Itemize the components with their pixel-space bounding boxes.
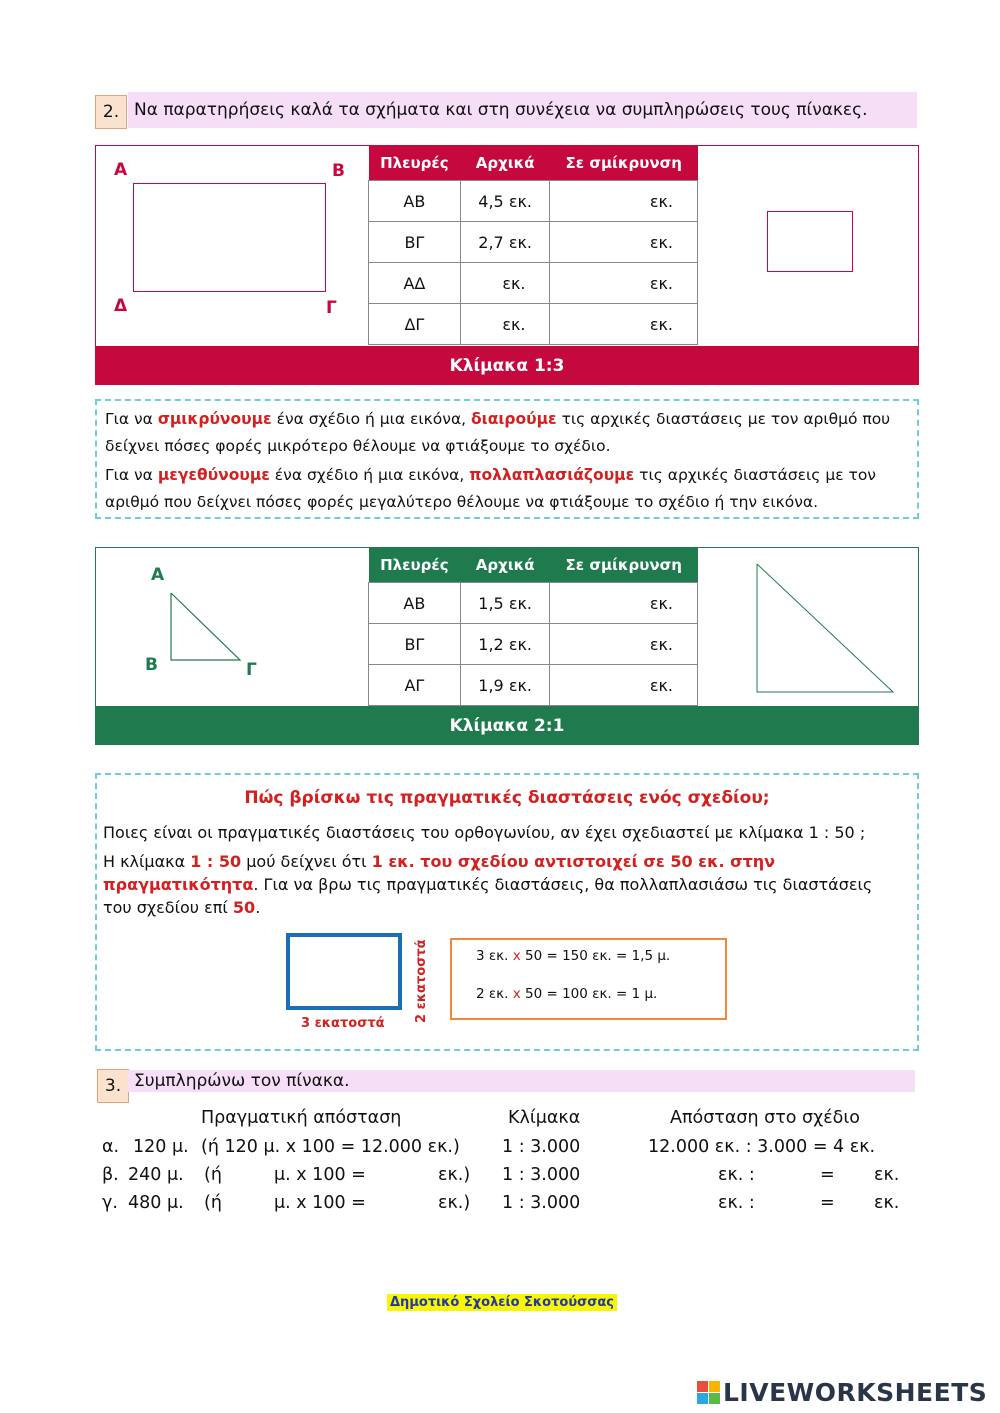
original-triangle	[150, 585, 250, 665]
text: Για να	[105, 466, 158, 484]
calculation-box	[450, 938, 727, 1020]
original-rectangle	[133, 183, 326, 292]
multiplier: 50	[232, 898, 256, 917]
side-cell: ΑΔ	[369, 263, 461, 304]
scale-bar-2-1: Κλίμακα 2:1	[95, 707, 919, 745]
info-title: Πώς βρίσκω τις πραγματικές διαστάσεις ενός σχεδίου;	[244, 788, 770, 808]
side-cell: ΑΒ	[369, 181, 461, 222]
drawing-input-1[interactable]: εκ. :	[718, 1165, 755, 1185]
drawing-input-1[interactable]: εκ. :	[718, 1193, 755, 1213]
text: ένα σχέδιο ή μια εικόνα,	[271, 410, 472, 428]
original-cell: 2,7 εκ.	[460, 222, 550, 263]
side-cell: ΒΓ	[369, 624, 461, 665]
reduced-rectangle	[767, 211, 853, 272]
logo-blocks-icon	[697, 1381, 720, 1404]
brand-text: LIVEWORKSHEETS	[723, 1378, 988, 1407]
original-cell: 1,5 εκ.	[460, 583, 550, 624]
original-cell: 1,2 εκ.	[460, 624, 550, 665]
scale: 1 : 3.000	[502, 1137, 581, 1157]
original-cell: 1,9 εκ.	[460, 665, 550, 706]
row-label: γ.	[102, 1193, 118, 1213]
table-row	[369, 181, 698, 222]
school-name: Δημοτικό Σχολείο Σκοτούσσας	[387, 1294, 617, 1311]
reduced-input-cell[interactable]: εκ.	[550, 263, 698, 304]
header-original: Αρχικά	[475, 154, 535, 172]
header-drawing-distance: Απόσταση στο σχέδιο	[670, 1108, 861, 1128]
triangle-dimensions-table	[368, 548, 698, 706]
header-sides: Πλευρές	[380, 154, 449, 172]
side-cell: ΔΓ	[369, 304, 461, 345]
original-input-cell[interactable]: εκ.	[460, 304, 550, 345]
text: ένα σχέδιο ή μια εικόνα,	[269, 466, 470, 484]
row-label: α.	[102, 1137, 120, 1157]
drawing-result[interactable]: εκ.	[874, 1165, 900, 1185]
calc-width	[476, 948, 670, 964]
calc-height	[476, 986, 657, 1002]
keyword-divide: διαιρούμε	[471, 410, 557, 428]
question-number-2: 2.	[95, 95, 127, 129]
header-original: Αρχικά	[475, 556, 535, 574]
text: τις αρχικές διαστάσεις με τον αριθμό που δείχνει πόσες φορές μεγαλύτερο θέλουμε να φτιάξουμε το σχέδιο ή την εικόνα.	[105, 466, 876, 511]
header-reduced: Σε σμίκρυνση	[565, 154, 682, 172]
scale: 1 : 3.000	[502, 1165, 581, 1185]
info-box-scaling	[95, 399, 919, 519]
reduce-rule	[105, 406, 909, 460]
conversion-end[interactable]: εκ.)	[438, 1193, 471, 1213]
text: Η κλίμακα	[103, 852, 191, 871]
question-3-instruction: Συμπληρώνω τον πίνακα.	[128, 1070, 915, 1092]
text: .	[255, 898, 261, 917]
multiply-sign: x	[512, 986, 521, 1002]
conversion-mid[interactable]: μ. x 100 =	[274, 1165, 366, 1185]
reduced-input-cell[interactable]: εκ.	[550, 665, 698, 706]
table-row	[369, 665, 698, 706]
row-label: β.	[102, 1165, 119, 1185]
scale-bar-1-3: Κλίμακα 1:3	[95, 347, 919, 385]
original-cell: 4,5 εκ.	[460, 181, 550, 222]
example-rectangle	[286, 933, 402, 1010]
side-cell: ΑΓ	[369, 665, 461, 706]
drawing-result[interactable]: εκ.	[874, 1193, 900, 1213]
table-row	[369, 222, 698, 263]
conversion-mid[interactable]: μ. x 100 =	[274, 1193, 366, 1213]
text: μού δείχνει ότι	[241, 852, 372, 871]
drawing-distance: 12.000 εκ. : 3.000 = 4 εκ.	[648, 1137, 876, 1157]
conversion-open: (ή	[204, 1193, 222, 1213]
text: 2 εκ.	[476, 986, 513, 1002]
text: Για να	[105, 410, 158, 428]
vertex-b-label: Β	[332, 161, 345, 181]
scaled-triangle	[750, 558, 900, 698]
header-real-distance: Πραγματική απόσταση	[201, 1108, 402, 1128]
table-row	[369, 583, 698, 624]
example-question: Ποιες είναι οι πραγματικές διαστάσεις του ορθογωνίου, αν έχει σχεδιαστεί με κλίμακα 1 : 50 ;	[103, 823, 866, 842]
height-label: 2 εκατοστά	[414, 939, 429, 1023]
table-row	[369, 624, 698, 665]
reduced-input-cell[interactable]: εκ.	[550, 181, 698, 222]
header-reduced: Σε σμίκρυνση	[565, 556, 682, 574]
rectangle-dimensions-table	[368, 146, 698, 345]
liveworksheets-logo[interactable]	[697, 1378, 987, 1407]
vertex-d-label: Δ	[114, 296, 128, 316]
side-cell: ΒΓ	[369, 222, 461, 263]
reduced-input-cell[interactable]: εκ.	[550, 222, 698, 263]
header-scale: Κλίμακα	[508, 1108, 581, 1128]
reduced-input-cell[interactable]: εκ.	[550, 624, 698, 665]
enlarge-rule	[105, 462, 909, 516]
vertex-a-label: Α	[114, 160, 128, 180]
vertex-a-label: Α	[151, 565, 165, 585]
multiply-sign: x	[512, 948, 521, 964]
keyword-reduce: σμικρύνουμε	[157, 410, 272, 428]
table-row	[369, 304, 698, 345]
width-label: 3 εκατοστά	[301, 1016, 385, 1031]
text: . Για να βρω τις πραγματικές διαστάσεις, θα πολλαπλασιάσω τις διαστάσεις του σχεδίου επί	[103, 875, 873, 917]
keyword-enlarge: μεγεθύνουμε	[157, 466, 270, 484]
question-2-instruction: Να παρατηρήσεις καλά τα σχήματα και στη συνέχεια να συμπληρώσεις τους πίνακες.	[128, 92, 917, 128]
real-distance: 480 μ.	[128, 1193, 184, 1213]
reduced-input-cell[interactable]: εκ.	[550, 304, 698, 345]
table-row	[369, 263, 698, 304]
header-sides: Πλευρές	[380, 556, 449, 574]
equals-sign: =	[820, 1165, 835, 1185]
scale-value: 1 : 50	[190, 852, 242, 871]
reduced-input-cell[interactable]: εκ.	[550, 583, 698, 624]
text: τις αρχικές διαστάσεις με τον αριθμό που δείχνει πόσες φορές μικρότερο θέλουμε να φτιάξουμε το σχέδιο.	[105, 410, 891, 455]
real-distance: 240 μ.	[128, 1165, 184, 1185]
original-input-cell[interactable]: εκ.	[460, 263, 550, 304]
equals-sign: =	[820, 1193, 835, 1213]
example-explanation	[103, 850, 903, 919]
scale-meaning: 1 εκ. του σχεδίου αντιστοιχεί σε 50 εκ. στην πραγματικότητα	[103, 852, 776, 894]
text: 50 = 150 εκ. = 1,5 μ.	[520, 948, 671, 964]
vertex-b-label: Β	[145, 655, 158, 675]
vertex-g-label: Γ	[246, 660, 257, 680]
side-cell: ΑΒ	[369, 583, 461, 624]
scale: 1 : 3.000	[502, 1193, 581, 1213]
question-number-3: 3.	[97, 1069, 129, 1103]
keyword-multiply: πολλαπλασιάζουμε	[469, 466, 635, 484]
real-distance: 120 μ.	[133, 1137, 189, 1157]
text: 50 = 100 εκ. = 1 μ.	[520, 986, 658, 1002]
conversion-open: (ή	[204, 1165, 222, 1185]
conversion: (ή 120 μ. x 100 = 12.000 εκ.)	[201, 1137, 460, 1157]
vertex-g-label: Γ	[326, 298, 337, 318]
text: 3 εκ.	[476, 948, 513, 964]
conversion-end[interactable]: εκ.)	[438, 1165, 471, 1185]
